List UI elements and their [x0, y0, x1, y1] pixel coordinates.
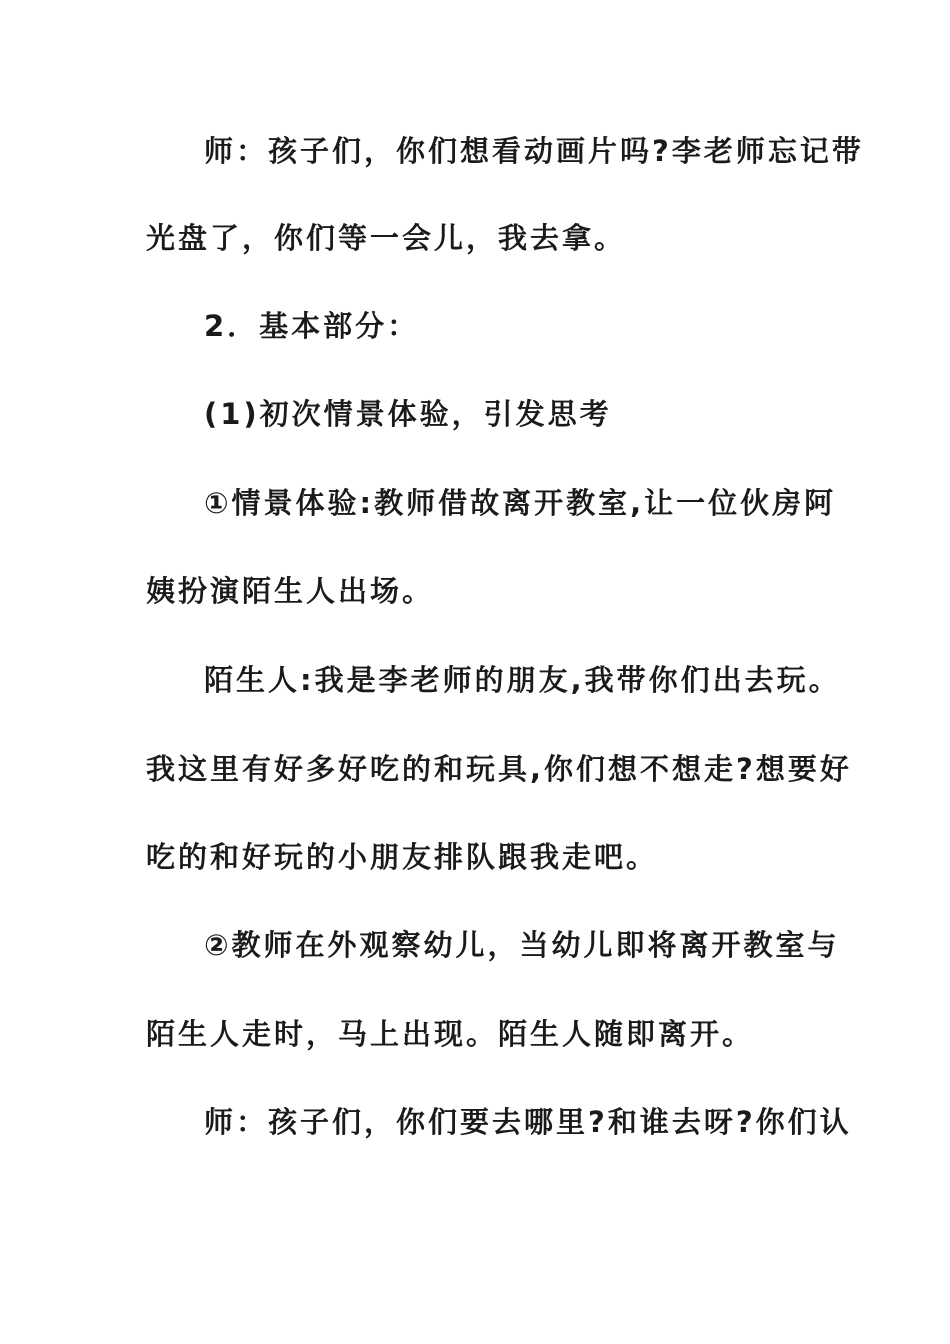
text-line-1: 师：孩子们，你们想看动画片吗?李老师忘记带 — [204, 134, 864, 168]
text-line-10: ②教师在外观察幼儿，当幼儿即将离开教室与 — [204, 928, 840, 962]
text-line-6: 姨扮演陌生人出场。 — [146, 574, 435, 608]
subsection-heading-1: (1)初次情景体验，引发思考 — [204, 397, 612, 431]
text-line-5: ①情景体验:教师借故离开教室,让一位伙房阿 — [204, 486, 837, 520]
text-line-8: 我这里有好多好吃的和玩具,你们想不想走?想要好 — [146, 752, 852, 786]
text-line-2: 光盘了，你们等一会儿，我去拿。 — [146, 221, 627, 255]
text-line-9: 吃的和好玩的小朋友排队跟我走吧。 — [146, 840, 659, 874]
text-line-11: 陌生人走时，马上出现。陌生人随即离开。 — [146, 1017, 755, 1051]
text-line-12: 师：孩子们，你们要去哪里?和谁去呀?你们认 — [204, 1105, 852, 1139]
section-heading-basic: 2．基本部分： — [204, 309, 420, 343]
text-line-7: 陌生人:我是李老师的朋友,我带你们出去玩。 — [204, 663, 841, 697]
